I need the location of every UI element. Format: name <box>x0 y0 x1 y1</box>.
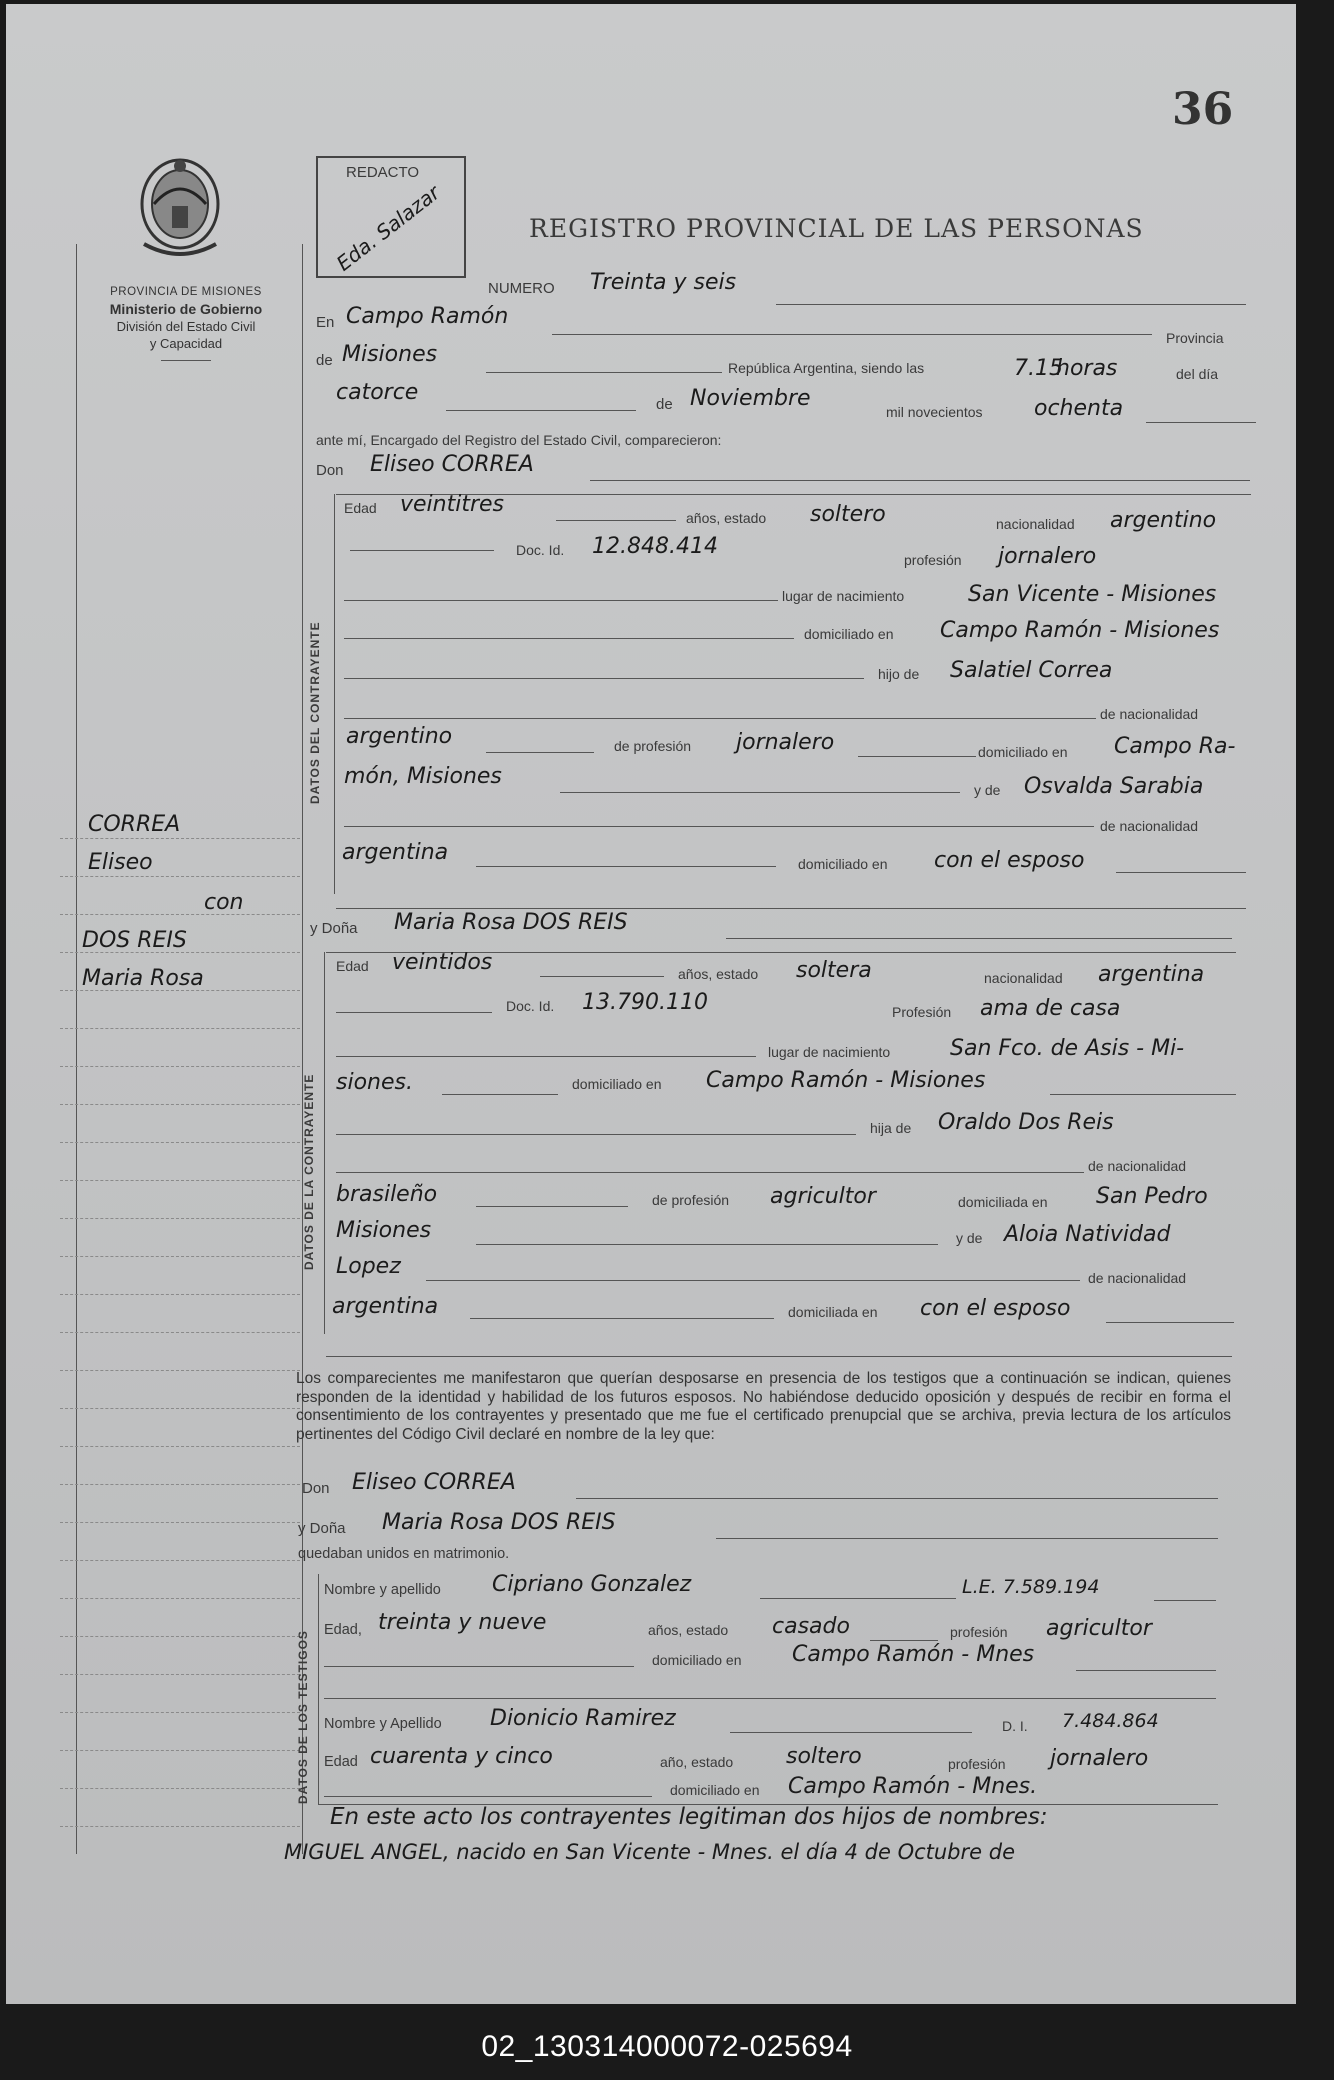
register-page <box>6 4 1296 2004</box>
unidos-text: quedaban unidos en matrimonio. <box>298 1546 510 1562</box>
t2-doc: 7.484.864 <box>1062 1710 1159 1732</box>
prof-label-2: Profesión <box>892 1004 952 1020</box>
edad-label-2: Edad <box>336 958 369 974</box>
lugar-nac-label-2: lugar de nacimiento <box>768 1044 891 1060</box>
t1-nombre: Cipriano Gonzalez <box>492 1572 692 1597</box>
provincia-value: Misiones <box>342 342 438 367</box>
contrayenta-lugar-nac-1: San Fco. de Asis - Mi- <box>950 1036 1185 1061</box>
t2-estado: soltero <box>786 1744 862 1769</box>
contrayenta-side-label: DATOS DE LA CONTRAYENTE <box>302 1073 316 1270</box>
ministry-division: División del Estado Civil <box>116 319 256 334</box>
madre-nacionalidad-2: argentina <box>332 1294 439 1319</box>
estado-label: años, estado <box>686 510 767 526</box>
t2-prof-label: profesión <box>948 1756 1006 1772</box>
contrayenta-madre-1: Aloia Natividad <box>1004 1222 1171 1247</box>
t1-domicilio: Campo Ramón - Mnes <box>792 1642 1035 1667</box>
testigos-side-label: DATOS DE LOS TESTIGOS <box>296 1630 310 1804</box>
hijo-label: hijo de <box>878 666 920 682</box>
decl-don: Eliseo CORREA <box>352 1470 516 1495</box>
ministry-name: Ministerio de Gobierno <box>109 301 263 317</box>
t1-profesion: agricultor <box>1046 1616 1152 1641</box>
t1-edad: treinta y nueve <box>378 1610 547 1635</box>
margin-note-surname-2: DOS REIS <box>82 928 187 953</box>
stamp-label: REDACTO <box>346 164 420 181</box>
t1-doc: L.E. 7.589.194 <box>962 1576 1100 1598</box>
page-title: REGISTRO PROVINCIAL DE LAS PERSONAS <box>529 214 1144 243</box>
lugar-value: Campo Ramón <box>346 304 509 329</box>
contrayenta-doc: 13.790.110 <box>582 990 708 1015</box>
margin-note-name-2: Maria Rosa <box>82 966 204 991</box>
decl-dona: Maria Rosa DOS REIS <box>382 1510 616 1535</box>
horas-word: horas <box>1056 356 1118 381</box>
madre-domicilio-2: con el esposo <box>920 1296 1071 1321</box>
contrayente-madre: Osvalda Sarabia <box>1024 774 1204 799</box>
contrayente-name: Eliseo CORREA <box>370 452 534 477</box>
contrayenta-estado: soltera <box>796 958 872 983</box>
margin-note-surname: CORREA <box>88 812 181 837</box>
madre-dom-label-2: domiciliada en <box>788 1304 878 1320</box>
prof-label: profesión <box>904 552 962 568</box>
provincia-label: Provincia <box>1166 330 1224 346</box>
note-line-2: MIGUEL ANGEL, nacido en San Vicente - Mnes. el día 4 de Octubre de <box>284 1840 1015 1864</box>
de-nac-label-4: de nacionalidad <box>1088 1270 1187 1286</box>
contrayente-estado: soltero <box>810 502 886 527</box>
contrayente-doc: 12.848.414 <box>592 534 718 559</box>
margin-note-name: Eliseo <box>88 850 153 875</box>
t1-edad-label: Edad, <box>324 1622 362 1638</box>
padre-domicilio-2: món, Misiones <box>344 764 502 789</box>
t2-nombre: Dionicio Ramirez <box>490 1706 676 1731</box>
y-de-label: y de <box>974 782 1001 798</box>
de-nac-label-3: de nacionalidad <box>1088 1158 1187 1174</box>
contrayente-profesion: jornalero <box>998 544 1097 569</box>
contrayenta-padre: Oraldo Dos Reis <box>938 1110 1114 1135</box>
t2-profesion: jornalero <box>1050 1746 1149 1771</box>
dona-label: y Doña <box>310 920 358 937</box>
t1-estado: casado <box>772 1614 850 1639</box>
t2-estado-label: año, estado <box>660 1754 734 1770</box>
t1-nombre-label: Nombre y apellido <box>324 1582 441 1598</box>
t2-domicilio: Campo Ramón - Mnes. <box>788 1774 1038 1799</box>
edad-label: Edad <box>344 500 377 516</box>
de-nac-label-2: de nacionalidad <box>1100 818 1199 834</box>
nac-label-2: nacionalidad <box>984 970 1063 986</box>
page-number: 36 <box>1172 84 1234 135</box>
de-nac-label: de nacionalidad <box>1100 706 1199 722</box>
de-label: de <box>316 352 333 369</box>
contrayente-domicilio: Campo Ramón - Misiones <box>940 618 1220 643</box>
contrayente-lugar-nac: San Vicente - Misiones <box>968 582 1217 607</box>
padre-dom-label: domiciliado en <box>978 744 1068 760</box>
contrayenta-nacionalidad: argentina <box>1098 962 1205 987</box>
image-caption: 02_130314000072-025694 <box>481 2030 853 2063</box>
ante-label: ante mí, Encargado del Registro del Estado Civil, comparecieron: <box>316 432 722 448</box>
contrayenta-edad: veintidos <box>392 950 493 975</box>
ministry-block <box>66 284 306 361</box>
contrayenta-lugar-nac-2: siones. <box>336 1070 413 1095</box>
contrayenta-name: Maria Rosa DOS REIS <box>394 910 628 935</box>
padre-nacionalidad: argentino <box>346 724 453 749</box>
decl-don-label: Don <box>302 1480 330 1497</box>
contrayenta-profesion: ama de casa <box>980 996 1121 1021</box>
contrayente-edad: veintitres <box>400 492 505 517</box>
en-label: En <box>316 314 335 331</box>
t1-estado-label: años, estado <box>648 1622 729 1638</box>
ministry-province: PROVINCIA DE MISIONES <box>110 286 262 298</box>
contrayenta-domicilio: Campo Ramón - Misiones <box>706 1068 986 1093</box>
padre-nacionalidad-2: brasileño <box>336 1182 438 1207</box>
decl-dona-label: y Doña <box>298 1520 346 1537</box>
padre-domicilio-1: Campo Ra- <box>1114 734 1236 759</box>
padre-profesion: jornalero <box>736 730 835 755</box>
dia-value: catorce <box>336 380 419 405</box>
horas-value: 7.15 <box>1014 356 1063 381</box>
t2-edad-label: Edad <box>324 1754 358 1770</box>
padre-prof-label-2: de profesión <box>652 1192 730 1208</box>
stamp-signature: Eda. Salazar <box>331 180 445 276</box>
contrayente-padre: Salatiel Correa <box>950 658 1113 683</box>
redacto-stamp <box>316 156 466 278</box>
dia-label: del día <box>1176 366 1219 382</box>
y-de-label-2: y de <box>956 1230 983 1246</box>
note-line-1: En este acto los contrayentes legitiman dos hijos de nombres: <box>330 1804 1048 1830</box>
numero-value: Treinta y seis <box>590 270 737 295</box>
t2-edad: cuarenta y cinco <box>370 1744 553 1769</box>
numero-label: NUMERO <box>488 280 555 297</box>
t1-dom-label: domiciliado en <box>652 1652 742 1668</box>
t2-dom-label: domiciliado en <box>670 1782 760 1798</box>
padre-profesion-2: agricultor <box>770 1184 876 1209</box>
estado-label-2: años, estado <box>678 966 759 982</box>
padre-domicilio-2b: Misiones <box>336 1218 432 1243</box>
contrayente-side-label: DATOS DEL CONTRAYENTE <box>308 621 322 804</box>
madre-dom-label: domiciliado en <box>798 856 888 872</box>
madre-nacionalidad: argentina <box>342 840 449 865</box>
declaration-text: Los comparecientes me manifestaron que querían desposarse en presencia de los testigos que a continuación se indican, quienes responden de la identidad y habilidad de los futuros esposos. No habiéndose deducido oposición y después de recibir en forma el consentimiento de los contrayentes y presentado que me fue el certificado prenupcial que se archiva, previa lectura de los artículos pertinentes del Código Civil declaré en nombre de la ley que: <box>296 1370 1231 1443</box>
republica-label: República Argentina, siendo las <box>728 360 925 376</box>
contrayente-nacionalidad: argentino <box>1110 508 1217 533</box>
t1-prof-label: profesión <box>950 1624 1008 1640</box>
ministry-capacity: y Capacidad <box>149 336 223 351</box>
t2-nombre-label: Nombre y Apellido <box>324 1716 442 1732</box>
dom-label-2: domiciliado en <box>572 1076 662 1092</box>
mil-label: mil novecientos <box>886 404 983 420</box>
anio-value: ochenta <box>1034 396 1124 421</box>
padre-prof-label: de profesión <box>614 738 692 754</box>
doc-label-2: Doc. Id. <box>506 998 555 1014</box>
de-mes-label: de <box>656 396 673 413</box>
t2-doc-label: D. I. <box>1002 1718 1028 1734</box>
hija-label: hija de <box>870 1120 912 1136</box>
mes-value: Noviembre <box>690 386 811 411</box>
don-label: Don <box>316 462 344 479</box>
madre-domicilio: con el esposo <box>934 848 1085 873</box>
lugar-nac-label: lugar de nacimiento <box>782 588 905 604</box>
nac-label: nacionalidad <box>996 516 1075 532</box>
padre-dom-label-2: domiciliada en <box>958 1194 1048 1210</box>
margin-note-con: con <box>204 890 244 915</box>
padre-domicilio-2a: San Pedro <box>1096 1184 1208 1209</box>
dom-label: domiciliado en <box>804 626 894 642</box>
contrayenta-madre-2: Lopez <box>336 1254 401 1279</box>
coat-of-arms-icon <box>134 154 226 264</box>
doc-label: Doc. Id. <box>516 542 565 558</box>
